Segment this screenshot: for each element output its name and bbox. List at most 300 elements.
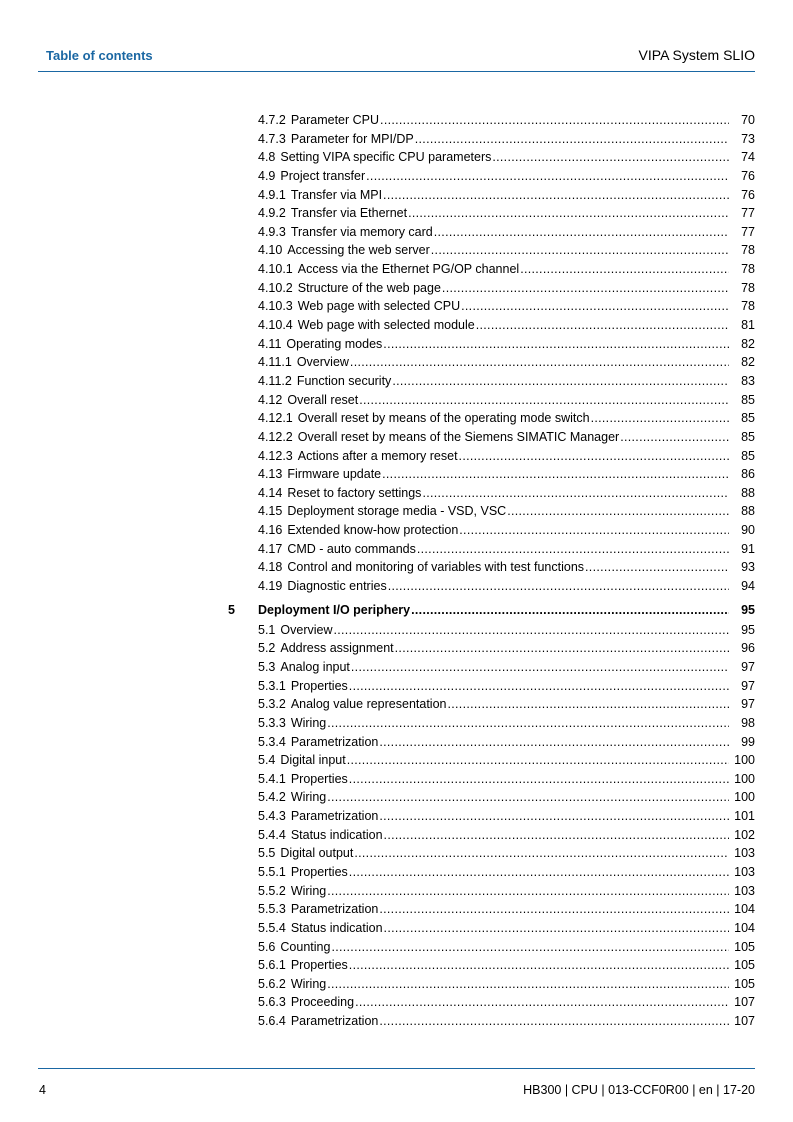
toc-section-title: Wiring — [290, 976, 327, 991]
toc-section-title: CMD - auto commands — [287, 541, 416, 556]
toc-page-number: 86 — [741, 467, 755, 482]
toc-entry-line — [258, 558, 755, 577]
toc-page-number: 82 — [741, 336, 755, 351]
toc-entry-line — [258, 826, 755, 845]
toc-section-title: Status indication — [290, 920, 383, 935]
toc-entry[interactable] — [0, 770, 793, 789]
toc-section-title: Analog value representation — [290, 697, 447, 712]
toc-page-number: 78 — [741, 243, 755, 258]
toc-entry[interactable] — [0, 186, 793, 205]
toc-page-number: 74 — [741, 150, 755, 165]
toc-entry[interactable] — [0, 751, 793, 770]
toc-dot-leader — [388, 577, 729, 596]
toc-section-title: Overview — [280, 622, 333, 637]
toc-page-number: 96 — [741, 641, 755, 656]
toc-entry-line — [258, 167, 755, 186]
toc-page-number: 78 — [741, 280, 755, 295]
table-of-contents — [0, 111, 793, 1031]
toc-page-number: 78 — [741, 262, 755, 277]
toc-entry[interactable] — [0, 826, 793, 845]
toc-entry-line — [258, 695, 755, 714]
toc-dot-leader — [333, 621, 729, 640]
toc-entry[interactable] — [0, 409, 793, 428]
toc-section-number: 4.12 — [258, 392, 283, 407]
toc-section-title: Structure of the web page — [297, 280, 441, 295]
toc-entry-line — [258, 788, 755, 807]
toc-section-number: 5.3.2 — [258, 697, 286, 712]
toc-section-title: Properties — [290, 678, 348, 693]
toc-entry-line — [258, 316, 755, 335]
toc-entry[interactable] — [0, 900, 793, 919]
toc-entry-line — [258, 484, 755, 503]
toc-page-number: 91 — [741, 541, 755, 556]
toc-page-number: 104 — [734, 902, 755, 917]
toc-page-number: 107 — [734, 1014, 755, 1029]
toc-section-number: 4.14 — [258, 485, 283, 500]
toc-page-number: 77 — [741, 206, 755, 221]
toc-dot-leader — [459, 521, 729, 540]
toc-section-number: 5.5.1 — [258, 864, 286, 879]
toc-entry-line — [258, 993, 755, 1012]
toc-entry-line — [258, 111, 755, 130]
toc-dot-leader — [461, 297, 729, 316]
toc-entry[interactable] — [0, 621, 793, 640]
toc-entry[interactable] — [0, 844, 793, 863]
toc-section-number: 5.3.4 — [258, 734, 286, 749]
toc-page-number: 107 — [734, 995, 755, 1010]
toc-entry-line — [258, 751, 755, 770]
toc-page-number: 82 — [741, 355, 755, 370]
toc-entry[interactable] — [0, 428, 793, 447]
toc-entry-line — [258, 186, 755, 205]
toc-entry[interactable] — [0, 521, 793, 540]
toc-entry-line — [258, 148, 755, 167]
toc-dot-leader — [347, 751, 729, 770]
page-header — [0, 0, 793, 80]
toc-dot-leader — [442, 279, 729, 298]
toc-page-number: 76 — [741, 187, 755, 202]
toc-entry-line — [258, 428, 755, 447]
toc-page-number: 101 — [734, 809, 755, 824]
toc-section-number: 4.11.1 — [258, 355, 292, 370]
toc-page-number: 105 — [734, 976, 755, 991]
toc-entry[interactable] — [0, 882, 793, 901]
toc-page-number: 88 — [741, 504, 755, 519]
toc-entry[interactable] — [0, 540, 793, 559]
toc-dot-leader — [415, 130, 729, 149]
toc-page-number: 105 — [734, 958, 755, 973]
toc-dot-leader — [382, 465, 729, 484]
toc-entry[interactable] — [0, 372, 793, 391]
toc-dot-leader — [459, 447, 729, 466]
toc-entry[interactable] — [0, 919, 793, 938]
toc-section-number: 4.11 — [258, 336, 282, 351]
toc-entry[interactable] — [0, 733, 793, 752]
toc-page-number: 103 — [734, 846, 755, 861]
toc-dot-leader — [384, 919, 729, 938]
toc-entry[interactable] — [0, 391, 793, 410]
toc-section-number: 5.1 — [258, 622, 276, 637]
toc-entry[interactable] — [0, 297, 793, 316]
toc-dot-leader — [327, 788, 729, 807]
toc-dot-leader — [327, 882, 729, 901]
toc-page-number: 100 — [734, 753, 755, 768]
toc-dot-leader — [379, 733, 729, 752]
toc-section-number: 5.6 — [258, 939, 276, 954]
toc-dot-leader — [520, 260, 729, 279]
toc-dot-leader — [383, 335, 729, 354]
toc-entry[interactable] — [0, 788, 793, 807]
toc-dot-leader — [349, 956, 729, 975]
toc-entry-line — [258, 372, 755, 391]
toc-section-number: 5.4.4 — [258, 827, 286, 842]
toc-section-title: Digital output — [280, 846, 354, 861]
toc-page-number: 90 — [741, 523, 755, 538]
toc-dot-leader — [434, 223, 729, 242]
toc-section-number: 4.7.2 — [258, 113, 286, 127]
toc-entry-line — [258, 975, 755, 994]
toc-section-number: 5.4.1 — [258, 771, 286, 786]
toc-section-number: 4.15 — [258, 504, 283, 519]
toc-entry-line — [258, 447, 755, 466]
toc-entry[interactable] — [0, 241, 793, 260]
toc-section-number: 4.9.2 — [258, 206, 286, 221]
toc-section-title: Overview — [296, 355, 349, 370]
toc-page-number: 85 — [741, 448, 755, 463]
toc-page-number: 76 — [741, 168, 755, 183]
toc-page-number: 85 — [741, 411, 755, 426]
toc-entry-line — [258, 223, 755, 242]
toc-section-number: 4.10.1 — [258, 262, 293, 277]
toc-page-number: 77 — [741, 224, 755, 239]
toc-section-number: 4.18 — [258, 560, 283, 575]
toc-page-number: 81 — [741, 318, 755, 333]
toc-entry-line — [258, 807, 755, 826]
toc-section-number: 5.3.3 — [258, 715, 286, 730]
toc-section-title: Accessing the web server — [287, 243, 430, 258]
toc-chapter-number: 5 — [228, 602, 235, 617]
toc-section-title: Access via the Ethernet PG/OP channel — [297, 262, 520, 277]
toc-section-number: 5.3 — [258, 659, 276, 674]
toc-entry-line — [258, 297, 755, 316]
toc-section-number: 4.16 — [258, 523, 283, 538]
toc-dot-leader — [585, 558, 729, 577]
toc-page-number: 88 — [741, 485, 755, 500]
toc-entry-line — [258, 677, 755, 696]
toc-section-title: Parameter for MPI/DP — [290, 131, 414, 146]
toc-page-number: 99 — [741, 734, 755, 749]
toc-section-title: Address assignment — [280, 641, 394, 656]
toc-page-number: 97 — [741, 697, 755, 712]
toc-section-title: Overall reset by means of the operating mode switch — [297, 411, 590, 426]
toc-dot-leader — [408, 204, 729, 223]
toc-entry[interactable] — [0, 658, 793, 677]
toc-entry[interactable] — [0, 975, 793, 994]
toc-dot-leader — [384, 826, 729, 845]
toc-page-number: 97 — [741, 659, 755, 674]
toc-section-title: Wiring — [290, 883, 327, 898]
toc-page-number: 103 — [734, 883, 755, 898]
toc-section-number: 4.10.4 — [258, 318, 293, 333]
toc-dot-leader — [379, 807, 729, 826]
toc-dot-leader — [366, 167, 729, 186]
toc-section-title: Properties — [290, 771, 348, 786]
toc-section-title: Proceeding — [290, 995, 355, 1010]
toc-dot-leader — [331, 938, 729, 957]
toc-section-number: 4.9.1 — [258, 187, 286, 202]
toc-section-number: 5.4.2 — [258, 790, 286, 805]
toc-section-title: Analog input — [280, 659, 350, 674]
toc-section-title: Parametrization — [290, 1014, 379, 1029]
toc-page-number: 93 — [741, 560, 755, 575]
toc-section-title: Control and monitoring of variables with test functions — [287, 560, 585, 575]
toc-section-title: Status indication — [290, 827, 383, 842]
toc-page-number: 94 — [741, 579, 755, 594]
toc-entry-line — [258, 465, 755, 484]
header-divider — [38, 71, 755, 72]
toc-dot-leader — [447, 695, 729, 714]
toc-entry[interactable] — [0, 938, 793, 957]
toc-entry[interactable] — [0, 130, 793, 149]
toc-entry[interactable] — [0, 558, 793, 577]
toc-page-number: 85 — [741, 429, 755, 444]
toc-entry-line — [258, 956, 755, 975]
toc-entry-line — [258, 714, 755, 733]
toc-entry-line — [258, 919, 755, 938]
toc-entry-line — [258, 335, 755, 354]
toc-dot-leader — [492, 148, 729, 167]
toc-section-number: 4.11.2 — [258, 373, 292, 388]
toc-entry[interactable] — [0, 260, 793, 279]
toc-section-title: Parametrization — [290, 902, 379, 917]
toc-entry-line — [258, 882, 755, 901]
toc-section-number: 4.19 — [258, 579, 283, 594]
toc-section-number: 4.10 — [258, 243, 283, 258]
toc-dot-leader — [620, 428, 729, 447]
toc-entry-line — [258, 844, 755, 863]
toc-entry[interactable] — [0, 695, 793, 714]
toc-page-number: 85 — [741, 392, 755, 407]
toc-entry-line — [258, 733, 755, 752]
toc-entry-line — [258, 540, 755, 559]
toc-section-title: Setting VIPA specific CPU parameters — [280, 150, 492, 165]
toc-entry-line — [258, 241, 755, 260]
toc-dot-leader — [359, 391, 729, 410]
toc-entry[interactable] — [0, 353, 793, 372]
toc-dot-leader — [507, 502, 729, 521]
toc-dot-leader — [327, 975, 729, 994]
toc-section-title: Wiring — [290, 790, 327, 805]
toc-page-number: 98 — [741, 715, 755, 730]
toc-section-number: 4.13 — [258, 467, 283, 482]
toc-entry[interactable] — [0, 577, 793, 596]
toc-entry-line — [258, 279, 755, 298]
toc-section-number: 5.4 — [258, 753, 276, 768]
toc-dot-leader — [354, 844, 729, 863]
toc-section-title: Firmware update — [287, 467, 382, 482]
toc-dot-leader — [422, 484, 729, 503]
toc-section-title: Properties — [290, 864, 348, 879]
toc-entry-line — [258, 1012, 755, 1031]
toc-section-title: Transfer via memory card — [290, 224, 433, 239]
toc-entry[interactable] — [0, 993, 793, 1012]
toc-section-number: 4.17 — [258, 541, 283, 556]
toc-dot-leader — [392, 372, 729, 391]
toc-section-title: Digital input — [280, 753, 346, 768]
toc-dot-leader — [355, 993, 729, 1012]
toc-section-number: 4.7.3 — [258, 131, 286, 146]
toc-entry[interactable] — [0, 148, 793, 167]
toc-entry-line — [258, 600, 755, 621]
toc-entry[interactable] — [0, 677, 793, 696]
toc-section-title: Properties — [290, 958, 348, 973]
toc-section-number: 5.6.1 — [258, 958, 286, 973]
toc-section-number: 5.6.4 — [258, 1014, 286, 1029]
toc-page-number: 95 — [741, 602, 755, 617]
toc-section-title: Transfer via Ethernet — [290, 206, 408, 221]
toc-dot-leader — [395, 639, 729, 658]
toc-entry[interactable] — [0, 316, 793, 335]
toc-dot-leader — [379, 900, 729, 919]
toc-entry[interactable] — [0, 167, 793, 186]
toc-dot-leader — [379, 1012, 729, 1031]
toc-entry[interactable] — [0, 1012, 793, 1031]
toc-dot-leader — [349, 677, 729, 696]
toc-section-number: 4.10.3 — [258, 299, 293, 314]
toc-section-number: 4.10.2 — [258, 280, 293, 295]
toc-page-number: 105 — [734, 939, 755, 954]
toc-dot-leader — [380, 111, 729, 130]
toc-section-title: Web page with selected CPU — [297, 299, 461, 314]
toc-section-number: 5.5.3 — [258, 902, 286, 917]
toc-dot-leader — [591, 409, 729, 428]
toc-page-number: 78 — [741, 299, 755, 314]
toc-entry[interactable] — [0, 447, 793, 466]
toc-section-title: Diagnostic entries — [287, 579, 387, 594]
toc-page-number: 102 — [734, 827, 755, 842]
toc-section-number: 5.4.3 — [258, 809, 286, 824]
toc-entry[interactable] — [0, 807, 793, 826]
toc-entry[interactable] — [0, 279, 793, 298]
toc-section-number: 5.5.2 — [258, 883, 286, 898]
toc-section-number: 5.2 — [258, 641, 276, 656]
header-section-title: Table of contents — [46, 48, 153, 63]
toc-section-number: 4.12.1 — [258, 411, 293, 426]
toc-entry-line — [258, 621, 755, 640]
toc-page-number: 70 — [741, 113, 755, 127]
toc-dot-leader — [351, 658, 729, 677]
toc-entry[interactable] — [0, 484, 793, 503]
toc-section-title: Actions after a memory reset — [297, 448, 458, 463]
toc-page-number: 95 — [741, 622, 755, 637]
toc-page-number: 100 — [734, 790, 755, 805]
toc-entry-line — [258, 900, 755, 919]
toc-entry-line — [258, 130, 755, 149]
toc-page-number: 73 — [741, 131, 755, 146]
toc-section-title: Deployment storage media - VSD, VSC — [287, 504, 507, 519]
toc-entry[interactable] — [0, 639, 793, 658]
toc-section-title: Operating modes — [286, 336, 383, 351]
toc-section-title: Overall reset — [287, 392, 359, 407]
toc-section-number: 4.9 — [258, 168, 276, 183]
toc-entry-line — [258, 409, 755, 428]
toc-entry[interactable] — [0, 863, 793, 882]
toc-entry-line — [258, 863, 755, 882]
toc-dot-leader — [417, 540, 729, 559]
toc-section-number: 4.12.3 — [258, 448, 293, 463]
footer-document-reference: HB300 | CPU | 013-CCF0R00 | en | 17-20 — [523, 1083, 755, 1097]
toc-entry[interactable] — [0, 465, 793, 484]
toc-page-number: 103 — [734, 864, 755, 879]
toc-entry[interactable] — [0, 714, 793, 733]
toc-section-number: 5.6.3 — [258, 995, 286, 1010]
toc-entry[interactable] — [0, 335, 793, 354]
toc-section-title: Parameter CPU — [290, 113, 380, 127]
toc-dot-leader — [476, 316, 729, 335]
toc-section-title: Counting — [280, 939, 331, 954]
toc-section-title: Extended know-how protection — [287, 523, 459, 538]
toc-section-title: Parametrization — [290, 734, 379, 749]
footer-divider — [38, 1068, 755, 1069]
toc-dot-leader — [327, 714, 729, 733]
toc-dot-leader — [383, 186, 729, 205]
toc-entry-line — [258, 353, 755, 372]
toc-page-number: 83 — [741, 373, 755, 388]
toc-section-title: Overall reset by means of the Siemens SIMATIC Manager — [297, 429, 620, 444]
toc-section-title: Reset to factory settings — [287, 485, 422, 500]
toc-entry[interactable] — [0, 223, 793, 242]
toc-entry[interactable] — [0, 956, 793, 975]
toc-entry[interactable] — [0, 204, 793, 223]
toc-entry-line — [258, 502, 755, 521]
toc-section-number: 5.6.2 — [258, 976, 286, 991]
toc-entry[interactable] — [0, 502, 793, 521]
toc-section-title: Parametrization — [290, 809, 379, 824]
toc-section-title: Transfer via MPI — [290, 187, 383, 202]
toc-page-number: 100 — [734, 771, 755, 786]
toc-entry-line — [258, 658, 755, 677]
header-product-name: VIPA System SLIO — [638, 47, 755, 63]
toc-section-number: 4.12.2 — [258, 429, 293, 444]
toc-dot-leader — [349, 863, 729, 882]
toc-section-title: Deployment I/O periphery — [258, 602, 411, 617]
toc-entry-line — [258, 577, 755, 596]
toc-section-title: Function security — [296, 373, 392, 388]
toc-section-title: Project transfer — [280, 168, 366, 183]
footer-page-number: 4 — [39, 1083, 46, 1097]
toc-entry-line — [258, 639, 755, 658]
toc-entry-line — [258, 204, 755, 223]
toc-page-number: 97 — [741, 678, 755, 693]
toc-dot-leader — [350, 353, 729, 372]
toc-entry[interactable] — [0, 111, 793, 130]
toc-entry-line — [258, 391, 755, 410]
toc-section-number: 5.3.1 — [258, 678, 286, 693]
toc-chapter-entry[interactable] — [0, 600, 793, 621]
toc-section-title: Wiring — [290, 715, 327, 730]
toc-section-number: 5.5.4 — [258, 920, 286, 935]
toc-section-number: 5.5 — [258, 846, 276, 861]
toc-entry-line — [258, 770, 755, 789]
toc-dot-leader — [411, 600, 729, 621]
toc-dot-leader — [349, 770, 729, 789]
toc-entry-line — [258, 260, 755, 279]
toc-page-number: 104 — [734, 920, 755, 935]
toc-section-number: 4.9.3 — [258, 224, 286, 239]
toc-dot-leader — [431, 241, 729, 260]
toc-entry-line — [258, 521, 755, 540]
toc-section-title: Web page with selected module — [297, 318, 475, 333]
